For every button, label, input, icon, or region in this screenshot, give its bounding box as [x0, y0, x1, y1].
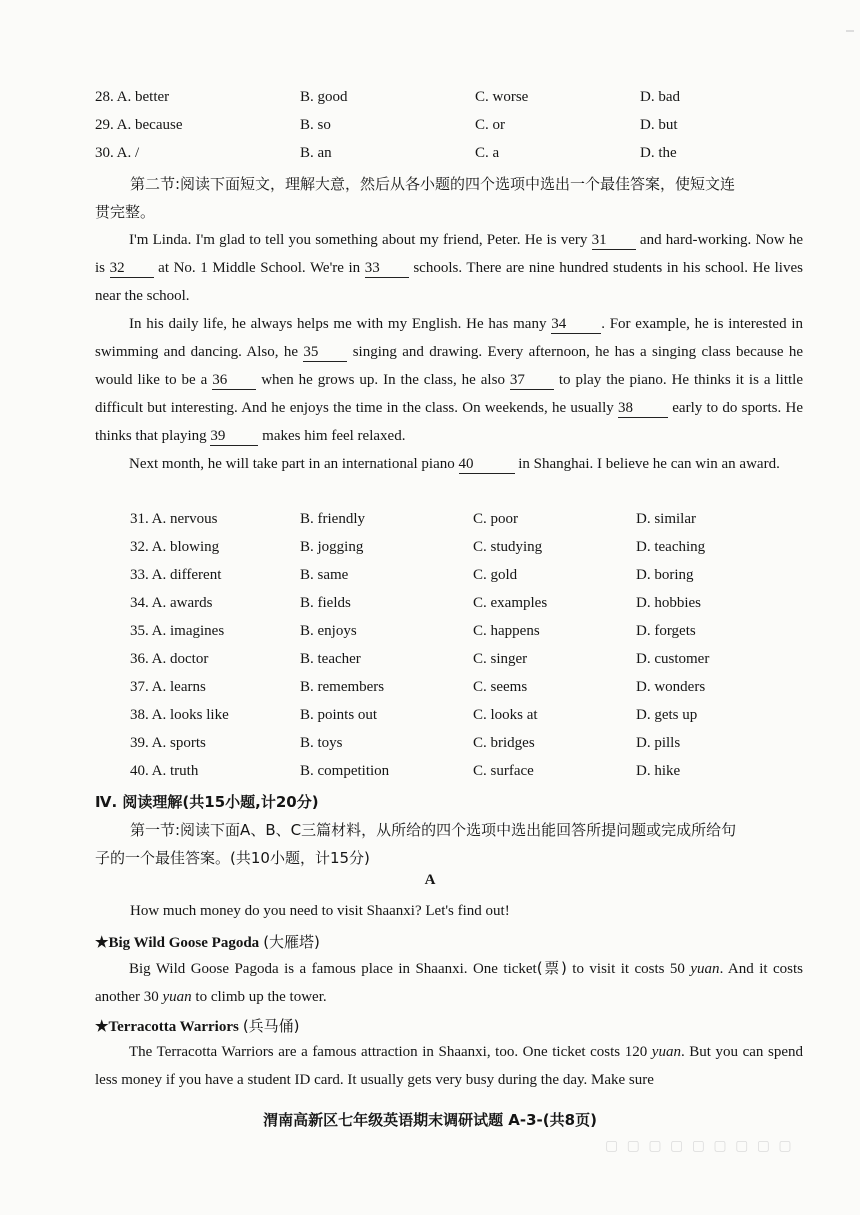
- place1-cn: (大雁塔): [263, 933, 320, 951]
- option-b: B. toys: [300, 735, 343, 751]
- option-d: D. the: [640, 145, 677, 161]
- place1-heading: [95, 931, 320, 952]
- option-b: B. same: [300, 567, 349, 583]
- option-b: B. competition: [300, 763, 390, 779]
- place2-heading: [95, 1015, 300, 1036]
- option-c: C. bridges: [473, 735, 535, 751]
- option-d: D. hike: [636, 763, 681, 779]
- option-b: B. so: [300, 117, 331, 133]
- option-a: 28. A. better: [95, 89, 170, 105]
- option-c: C. examples: [473, 595, 548, 611]
- section2-instruction-line1: 第二节:阅读下面短文，理解大意，然后从各小题的四个选项中选出一个最佳答案，使短文连: [130, 175, 736, 193]
- option-a: 34. A. awards: [130, 595, 213, 611]
- option-b: B. friendly: [300, 511, 365, 527]
- reading-a-intro: How much money do you need to visit Shaanxi? Let's find out!: [130, 903, 510, 919]
- section4-title: Ⅳ. 阅读理解(共15小题,计20分): [95, 793, 319, 811]
- place1-title: ★Big Wild Goose Pagoda: [95, 935, 260, 951]
- option-d: D. boring: [636, 567, 694, 583]
- option-d: D. wonders: [636, 679, 706, 695]
- place1-paragraph: Big Wild Goose Pagoda is a famous place in Shaanxi. One ticket(票) to visit it costs 50 yuan. And it costs another 30 yuan to climb up the tower.: [95, 959, 803, 1005]
- blank-33: 33: [365, 259, 409, 278]
- option-d: D. but: [640, 117, 678, 133]
- place2-paragraph: The Terracotta Warriors are a famous attraction in Shaanxi, too. One ticket costs 120 yuan. But you can spend less money if you have a student ID card. It usually gets very busy during the day. Make sure: [95, 1044, 803, 1088]
- blank-37: 37: [510, 371, 554, 390]
- option-b: B. points out: [300, 707, 378, 723]
- option-a: 33. A. different: [130, 567, 222, 583]
- option-d: D. customer: [636, 651, 710, 667]
- option-c: C. looks at: [473, 707, 538, 723]
- option-b: B. jogging: [300, 539, 364, 555]
- option-d: D. forgets: [636, 623, 696, 639]
- blank-39: 39: [210, 427, 258, 446]
- option-a: 30. A. /: [95, 145, 140, 161]
- section2-instruction-line2: 贯完整。: [95, 203, 156, 221]
- option-c: C. worse: [475, 89, 529, 105]
- option-a: 36. A. doctor: [130, 651, 209, 667]
- option-b: B. good: [300, 89, 348, 105]
- option-c: C. singer: [473, 651, 528, 667]
- option-a: 35. A. imagines: [130, 623, 225, 639]
- option-d: D. gets up: [636, 707, 698, 723]
- option-d: D. similar: [636, 511, 696, 527]
- place2-cn: (兵马俑): [242, 1017, 300, 1035]
- blank-31: 31: [592, 231, 636, 250]
- blank-34: 34: [551, 315, 601, 334]
- option-a: 29. A. because: [95, 117, 183, 133]
- blank-40: 40: [459, 455, 515, 474]
- option-b: B. an: [300, 145, 332, 161]
- option-d: D. bad: [640, 89, 680, 105]
- blank-35: 35: [303, 343, 347, 362]
- option-c: C. gold: [473, 567, 518, 583]
- option-c: C. a: [475, 145, 500, 161]
- option-c: C. studying: [473, 539, 543, 555]
- passage-paragraph-3: Next month, he will take part in an international piano 40 in Shanghai. I believe he can win an award.: [129, 456, 780, 472]
- section4-instruction-line1: 第一节:阅读下面A、B、C三篇材料，从所给的四个选项中选出能回答所提问题或完成所给句: [130, 821, 737, 839]
- option-d: D. teaching: [636, 539, 706, 555]
- option-c: C. seems: [473, 679, 528, 695]
- scan-watermark: ▢ ▢ ▢ ▢ ▢ ▢ ▢ ▢ ▢: [605, 1138, 794, 1154]
- option-b: B. fields: [300, 595, 351, 611]
- option-d: D. hobbies: [636, 595, 701, 611]
- option-d: D. pills: [636, 735, 681, 751]
- option-b: B. teacher: [300, 651, 361, 667]
- blank-36: 36: [212, 371, 256, 390]
- option-c: C. surface: [473, 763, 534, 779]
- option-a: 39. A. sports: [130, 735, 206, 751]
- option-b: B. remembers: [300, 679, 385, 695]
- option-a: 37. A. learns: [130, 679, 206, 695]
- place2-title: ★Terracotta Warriors: [95, 1019, 239, 1035]
- scan-edge-mark: [846, 30, 854, 32]
- option-c: C. or: [475, 117, 505, 133]
- passage-paragraph-2: In his daily life, he always helps me with my English. He has many 34 . For example, he is interested in swimming and dancing. Also, he 35 singing and drawing. Every afternoon, he has a singing class because he would like to be a 36 when he grows up. In the class, he also 37 to play the piano. He thinks it is a little difficult but interesting. And he enjoys the time in the class. On weekends, he usually 38 early to do sports. He thinks that playing 39 makes him feel relaxed.: [95, 316, 803, 444]
- page-footer: 渭南高新区七年级英语期末调研试题 A-3-(共8页): [263, 1111, 597, 1129]
- option-a: 40. A. truth: [130, 763, 199, 779]
- option-b: B. enjoys: [300, 623, 357, 639]
- option-a: 32. A. blowing: [130, 539, 220, 555]
- reading-a-label: A: [424, 872, 436, 888]
- option-c: C. happens: [473, 623, 540, 639]
- option-a: 38. A. looks like: [130, 707, 229, 723]
- option-c: C. poor: [473, 511, 518, 527]
- passage-paragraph-1: I'm Linda. I'm glad to tell you something about my friend, Peter. He is very 31 and hard-working. Now he is 32 at No. 1 Middle School. We're in 33 schools. There are nine hundred students in his school. He lives near the school.: [95, 232, 804, 304]
- blank-32: 32: [110, 259, 154, 278]
- section4-instruction-line2: 子的一个最佳答案。(共10小题，计15分): [95, 849, 370, 867]
- blank-38: 38: [618, 399, 668, 418]
- option-a: 31. A. nervous: [130, 511, 218, 527]
